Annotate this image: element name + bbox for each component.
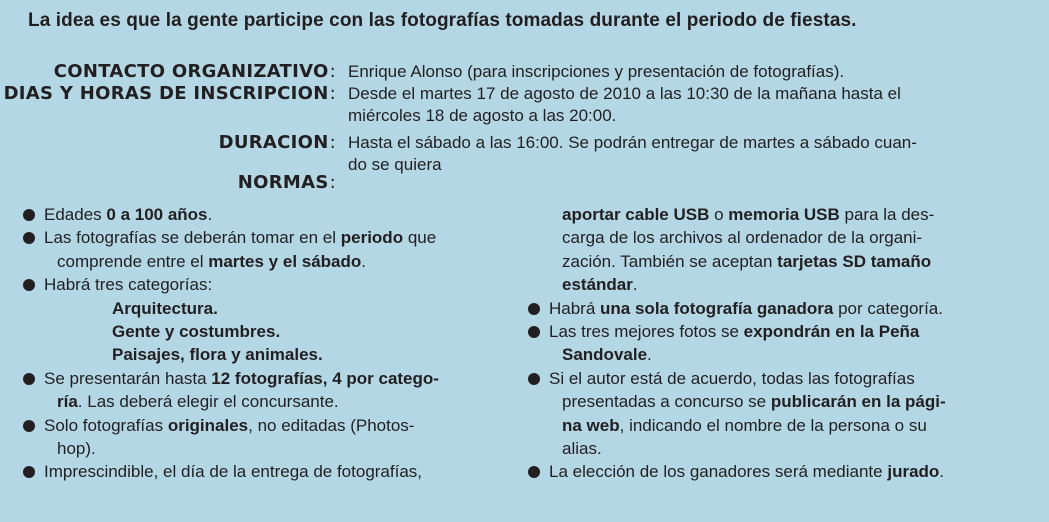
bullet-icon (23, 209, 35, 221)
bullet-icon (23, 279, 35, 291)
rule-edades: Edades 0 a 100 años. (23, 203, 533, 226)
rule-jurado: La elección de los ganadores será mediante jurado. (528, 460, 1028, 483)
rule-cantidad: Se presentarán hasta 12 fotografías, 4 por catego- ría. Las deberá elegir el concursante. (23, 367, 533, 414)
duracion-line-2: do se quiera (348, 155, 442, 174)
rule-ganadora: Habrá una sola fotografía ganadora por categoría. (528, 297, 1028, 320)
rule-periodo: Las fotografías se deberán tomar en el periodo que comprende entre el martes y el sábado. (23, 226, 533, 273)
contacto-value: Enrique Alonso (para inscripciones y presentación de fotografías). (348, 62, 845, 81)
contacto-label: CONTACTO ORGANIZATIVO : (54, 61, 336, 83)
duracion-value (348, 132, 1008, 176)
dias-line-2: miércoles 18 de agosto a las 20:00. (348, 106, 617, 125)
duracion-label: DURACION : (219, 132, 336, 154)
rule-imprescindible-cont: aportar cable USB o memoria USB para la des- carga de los archivos al ordenador de la organi- zación. También se aceptan tarjetas SD tamaño estándar. (562, 205, 935, 295)
rule-imprescindible: Imprescindible, el día de la entrega de fotografías, (23, 460, 533, 483)
bullet-icon (23, 466, 35, 478)
category-gente: Gente y costumbres. (112, 322, 281, 342)
rule-publicacion: Si el autor está de acuerdo, todas las fotografías presentadas a concurso se publicarán en la pági- na web, indicando el nombre de la persona o su alias. (528, 367, 1028, 461)
bullet-icon (23, 232, 35, 244)
duracion-line-1: Hasta el sábado a las 16:00. Se podrán entregar de martes a sábado cuan- (348, 133, 917, 152)
bullet-icon (23, 420, 35, 432)
category-arquitectura: Arquitectura. (112, 298, 218, 318)
rules-left-column (23, 203, 533, 484)
bullet-icon (23, 373, 35, 385)
dias-line-1: Desde el martes 17 de agosto de 2010 a las 10:30 de la mañana hasta el (348, 84, 901, 103)
rule-categorias: Habrá tres categorías: Arquitectura. Gente y costumbres. Paisajes, flora y animales. (23, 273, 533, 367)
rule-originales: Solo fotografías originales, no editadas (Photos- hop). (23, 414, 533, 461)
bullet-icon (528, 466, 540, 478)
normas-label: NORMAS : (238, 172, 336, 194)
bullet-icon (528, 326, 540, 338)
bullet-icon (528, 373, 540, 385)
intro-heading: La idea es que la gente participe con las fotografías tomadas durante el periodo de fiestas. (28, 10, 857, 31)
dias-value (348, 83, 1008, 127)
rules-right-column (528, 203, 1028, 484)
bullet-icon (528, 303, 540, 315)
category-paisajes: Paisajes, flora y animales. (112, 345, 323, 365)
rule-exposicion: Las tres mejores fotos se expondrán en la Peña Sandovale. (528, 320, 1028, 367)
dias-label: DIAS Y HORAS DE INSCRIPCION : (4, 83, 336, 105)
